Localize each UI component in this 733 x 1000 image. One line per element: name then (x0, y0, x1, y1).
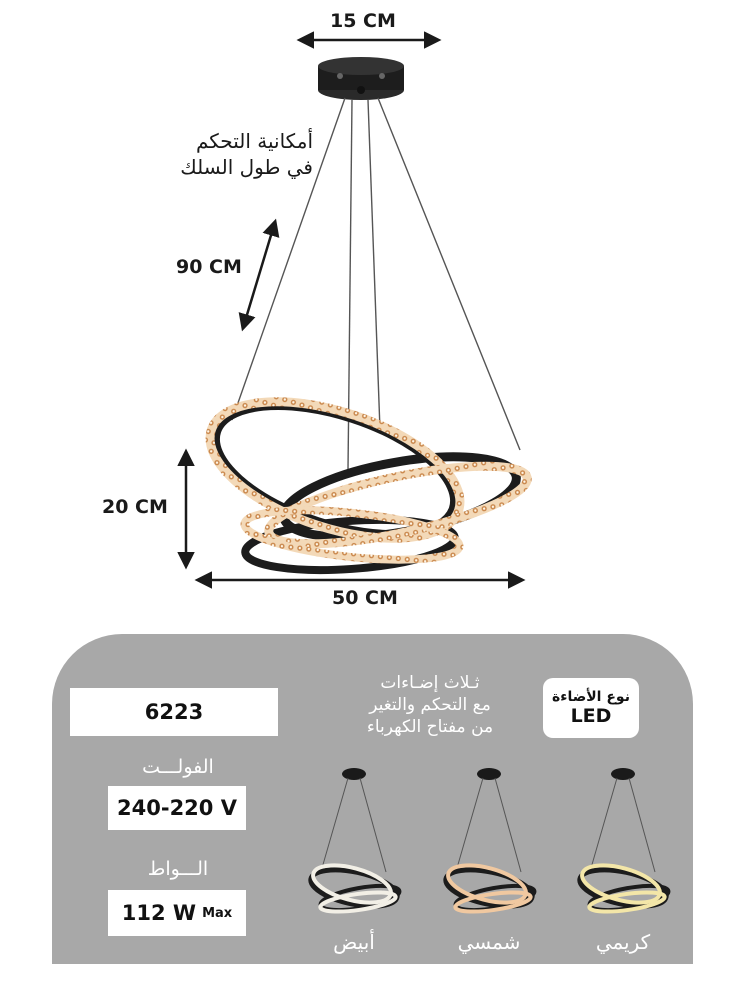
ring-set (193, 375, 532, 577)
model-box (70, 688, 278, 736)
watt-label: الـــواط (147, 858, 209, 880)
ceiling-canopy (318, 57, 404, 100)
preview-white (308, 768, 401, 915)
feature-line1: ثـلاث إضـاءات (380, 673, 480, 693)
watt-value: 112 W (121, 901, 197, 925)
cable-note-line2: في طول السلك (180, 155, 313, 179)
lighting-type-box (543, 678, 639, 738)
watt-suffix: Max (202, 905, 233, 921)
lighting-feature (330, 672, 530, 738)
cable-note-line1: أمكانية التحكم (195, 129, 313, 153)
diameter-label: 50 CM (332, 587, 398, 609)
height-label: 20 CM (102, 496, 168, 518)
cable-length-label: 90 CM (176, 256, 242, 278)
voltage-label: الفولـــت (142, 756, 214, 778)
color-white-label: أبيض (333, 930, 375, 954)
feature-line2: مع التحكم والتغير (369, 695, 491, 715)
lighting-type-label: نوع الأضاءة (552, 689, 630, 705)
voltage-box (108, 786, 246, 830)
feature-line3: من مفتاح الكهرباء (366, 717, 494, 737)
voltage-value: 240-220 V (117, 796, 237, 820)
preview-sun (443, 768, 536, 915)
preview-cream (577, 768, 670, 915)
cable-note (180, 128, 313, 180)
model-number: 6223 (144, 700, 204, 724)
color-sun-label: شمسي (457, 930, 521, 954)
lighting-type-value: LED (570, 705, 612, 727)
color-previews (300, 760, 680, 940)
color-cream-label: كريمي (595, 930, 651, 954)
canopy-width-label: 15 CM (330, 10, 396, 32)
watt-box (108, 890, 246, 936)
